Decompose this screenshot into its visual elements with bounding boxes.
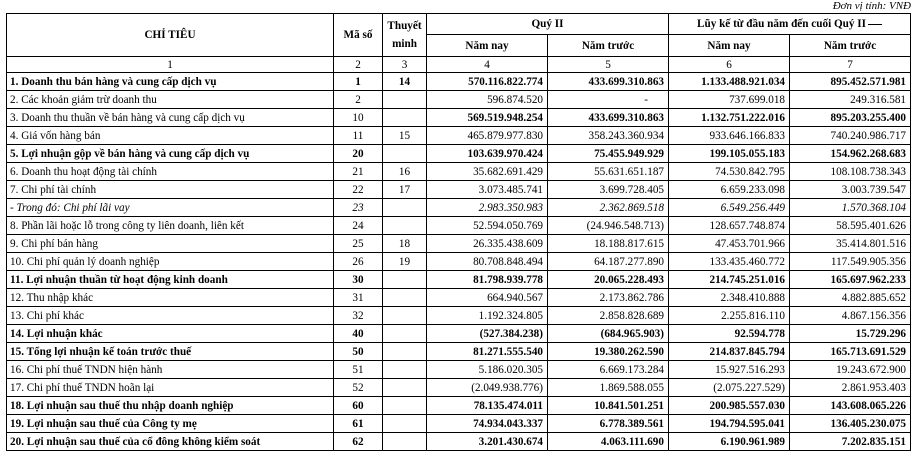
row-code: 25 [334, 235, 383, 253]
quarter-last-year-value: 2.362.869.518 [548, 199, 669, 217]
accumulated-last-year-value: 154.962.268.683 [790, 145, 911, 163]
accumulated-last-year-value: 136.405.230.075 [790, 415, 911, 433]
quarter-last-year-value: 18.188.817.615 [548, 235, 669, 253]
row-label: 10. Chi phí quản lý doanh nghiệp [7, 253, 334, 271]
quarter-last-year-value: 10.841.501.251 [548, 397, 669, 415]
quarter-last-year-value: 20.065.228.493 [548, 271, 669, 289]
accumulated-this-year-value: 199.105.055.183 [669, 145, 790, 163]
column-number: 2 [334, 57, 383, 73]
row-note [383, 325, 427, 343]
accumulated-this-year-value: 47.453.701.966 [669, 235, 790, 253]
row-note [383, 361, 427, 379]
quarter-this-year-value: 5.186.020.305 [427, 361, 548, 379]
quarter-this-year-value: 2.983.350.983 [427, 199, 548, 217]
table-row [7, 127, 911, 145]
row-code: 24 [334, 217, 383, 235]
row-note [383, 397, 427, 415]
row-label: - Trong đó: Chi phí lãi vay [7, 199, 334, 217]
quarter-last-year-value: 3.699.728.405 [548, 181, 669, 199]
row-label: 15. Tổng lợi nhuận kế toán trước thuế [7, 343, 334, 361]
accumulated-this-year-value: 2.255.816.110 [669, 307, 790, 325]
row-code: 2 [334, 91, 383, 109]
accumulated-last-year-value: 165.697.962.233 [790, 271, 911, 289]
row-code: 26 [334, 253, 383, 271]
header-accumulated-label: Lũy kế từ đầu năm đến cuối Quý II [697, 18, 866, 30]
table-body [7, 73, 911, 451]
row-label: 19. Lợi nhuận sau thuế của Công ty mẹ [7, 415, 334, 433]
table-row [7, 109, 911, 127]
accumulated-this-year-value: 194.794.595.041 [669, 415, 790, 433]
column-number: 3 [383, 57, 427, 73]
quarter-last-year-value: 64.187.277.890 [548, 253, 669, 271]
quarter-this-year-value: 103.639.970.424 [427, 145, 548, 163]
accumulated-this-year-value: 200.985.557.030 [669, 397, 790, 415]
accumulated-this-year-value: 214.837.845.794 [669, 343, 790, 361]
column-number: 5 [548, 57, 669, 73]
accumulated-last-year-value: 108.108.738.343 [790, 163, 911, 181]
quarter-last-year-value: - [548, 91, 669, 109]
row-label: 9. Chi phí bán hàng [7, 235, 334, 253]
row-note [383, 379, 427, 397]
quarter-this-year-value: 569.519.948.254 [427, 109, 548, 127]
quarter-last-year-value: 433.699.310.863 [548, 109, 669, 127]
column-number: 6 [669, 57, 790, 73]
accumulated-this-year-value: 2.348.410.888 [669, 289, 790, 307]
row-note [383, 343, 427, 361]
quarter-this-year-value: 78.135.474.011 [427, 397, 548, 415]
accumulated-last-year-value: 15.729.296 [790, 325, 911, 343]
accumulated-last-year-value: 117.549.905.356 [790, 253, 911, 271]
quarter-this-year-value: 3.201.430.674 [427, 433, 548, 451]
row-note [383, 307, 427, 325]
row-code: 22 [334, 181, 383, 199]
accumulated-last-year-value: 165.713.691.529 [790, 343, 911, 361]
row-label: 12. Thu nhập khác [7, 289, 334, 307]
table-row [7, 343, 911, 361]
currency-unit-note: Đơn vị tính: VNĐ [832, 0, 911, 12]
row-label: 5. Lợi nhuận gộp về bán hàng và cung cấp dịch vụ [7, 145, 334, 163]
row-note [383, 199, 427, 217]
row-code: 52 [334, 379, 383, 397]
quarter-last-year-value: 6.669.173.284 [548, 361, 669, 379]
accumulated-this-year-value: 133.435.460.772 [669, 253, 790, 271]
row-note [383, 433, 427, 451]
header-acc-last-year: Năm trước [790, 35, 911, 57]
row-code: 32 [334, 307, 383, 325]
quarter-last-year-value: 2.173.862.786 [548, 289, 669, 307]
accumulated-this-year-value: 92.594.778 [669, 325, 790, 343]
header-accumulated [669, 14, 911, 35]
header-code: Mã số [334, 14, 383, 57]
quarter-last-year-value: 2.858.828.689 [548, 307, 669, 325]
accumulated-this-year-value: 6.549.256.449 [669, 199, 790, 217]
row-label: 11. Lợi nhuận thuần từ hoạt động kinh doanh [7, 271, 334, 289]
quarter-this-year-value: 81.271.555.540 [427, 343, 548, 361]
table-row [7, 235, 911, 253]
row-code: 10 [334, 109, 383, 127]
row-code: 23 [334, 199, 383, 217]
row-label: 6. Doanh thu hoạt động tài chính [7, 163, 334, 181]
quarter-last-year-value: 6.778.389.561 [548, 415, 669, 433]
row-code: 31 [334, 289, 383, 307]
quarter-last-year-value: 4.063.111.690 [548, 433, 669, 451]
table-row [7, 217, 911, 235]
column-number: 4 [427, 57, 548, 73]
accumulated-last-year-value: 4.867.156.356 [790, 307, 911, 325]
accumulated-this-year-value: (2.075.227.529) [669, 379, 790, 397]
column-number: 7 [790, 57, 911, 73]
header-quarter-this-year: Năm nay [427, 35, 548, 57]
income-statement-table [6, 13, 911, 451]
table-row [7, 415, 911, 433]
row-code: 30 [334, 271, 383, 289]
row-code: 20 [334, 145, 383, 163]
row-label: 1. Doanh thu bán hàng và cung cấp dịch vụ [7, 73, 334, 91]
accumulated-last-year-value: 35.414.801.516 [790, 235, 911, 253]
row-note [383, 109, 427, 127]
accumulated-last-year-value: 58.595.401.626 [790, 217, 911, 235]
quarter-this-year-value: 664.940.567 [427, 289, 548, 307]
row-label: 13. Chi phí khác [7, 307, 334, 325]
quarter-this-year-value: 1.192.324.805 [427, 307, 548, 325]
quarter-this-year-value: 80.708.848.494 [427, 253, 548, 271]
quarter-this-year-value: 35.682.691.429 [427, 163, 548, 181]
header-quarter-last-year: Năm trước [548, 35, 669, 57]
row-code: 62 [334, 433, 383, 451]
row-label: 16. Chi phí thuế TNDN hiện hành [7, 361, 334, 379]
accumulated-last-year-value: 19.243.672.900 [790, 361, 911, 379]
header-quarter: Quý II [427, 14, 669, 35]
pen-stroke-mark [868, 24, 882, 25]
table-row [7, 91, 911, 109]
table-row [7, 253, 911, 271]
quarter-this-year-value: 74.934.043.337 [427, 415, 548, 433]
row-note: 19 [383, 253, 427, 271]
row-code: 60 [334, 397, 383, 415]
row-code: 50 [334, 343, 383, 361]
accumulated-this-year-value: 1.132.751.222.016 [669, 109, 790, 127]
table-row [7, 271, 911, 289]
row-note: 15 [383, 127, 427, 145]
row-code: 51 [334, 361, 383, 379]
table-row [7, 73, 911, 91]
row-label: 17. Chi phí thuế TNDN hoãn lại [7, 379, 334, 397]
row-note [383, 217, 427, 235]
quarter-this-year-value: 570.116.822.774 [427, 73, 548, 91]
quarter-this-year-value: 26.335.438.609 [427, 235, 548, 253]
accumulated-this-year-value: 74.530.842.795 [669, 163, 790, 181]
row-label: 8. Phần lãi hoặc lỗ trong công ty liên doanh, liên kết [7, 217, 334, 235]
row-code: 61 [334, 415, 383, 433]
accumulated-this-year-value: 6.190.961.989 [669, 433, 790, 451]
accumulated-last-year-value: 143.608.065.226 [790, 397, 911, 415]
accumulated-this-year-value: 15.927.516.293 [669, 361, 790, 379]
table-row [7, 433, 911, 451]
row-note [383, 271, 427, 289]
quarter-last-year-value: 433.699.310.863 [548, 73, 669, 91]
row-note: 14 [383, 73, 427, 91]
quarter-last-year-value: 55.631.651.187 [548, 163, 669, 181]
row-note [383, 91, 427, 109]
row-label: 2. Các khoản giảm trừ doanh thu [7, 91, 334, 109]
row-label: 14. Lợi nhuận khác [7, 325, 334, 343]
table-row [7, 145, 911, 163]
row-code: 1 [334, 73, 383, 91]
quarter-this-year-value: 596.874.520 [427, 91, 548, 109]
accumulated-this-year-value: 737.699.018 [669, 91, 790, 109]
row-label: 7. Chi phí tài chính [7, 181, 334, 199]
row-code: 21 [334, 163, 383, 181]
table-row [7, 361, 911, 379]
table-row [7, 289, 911, 307]
accumulated-last-year-value: 1.570.368.104 [790, 199, 911, 217]
row-note: 18 [383, 235, 427, 253]
quarter-this-year-value: (2.049.938.776) [427, 379, 548, 397]
quarter-last-year-value: 1.869.588.055 [548, 379, 669, 397]
accumulated-this-year-value: 1.133.488.921.034 [669, 73, 790, 91]
table-row [7, 397, 911, 415]
quarter-this-year-value: 3.073.485.741 [427, 181, 548, 199]
table-row [7, 307, 911, 325]
table-row [7, 181, 911, 199]
accumulated-this-year-value: 933.646.166.833 [669, 127, 790, 145]
quarter-this-year-value: 465.879.977.830 [427, 127, 548, 145]
accumulated-last-year-value: 3.003.739.547 [790, 181, 911, 199]
header-indicator: CHỈ TIÊU [7, 14, 334, 57]
quarter-this-year-value: 52.594.050.769 [427, 217, 548, 235]
quarter-last-year-value: (24.946.548.713) [548, 217, 669, 235]
accumulated-last-year-value: 7.202.835.151 [790, 433, 911, 451]
quarter-this-year-value: (527.384.238) [427, 325, 548, 343]
quarter-last-year-value: (684.965.903) [548, 325, 669, 343]
header-note: Thuyết minh [383, 14, 427, 57]
row-note [383, 145, 427, 163]
accumulated-last-year-value: 2.861.953.403 [790, 379, 911, 397]
column-number: 1 [7, 57, 334, 73]
accumulated-this-year-value: 214.745.251.016 [669, 271, 790, 289]
row-label: 18. Lợi nhuận sau thuế thu nhập doanh nghiệp [7, 397, 334, 415]
column-number-row [7, 57, 911, 73]
accumulated-this-year-value: 6.659.233.098 [669, 181, 790, 199]
header-acc-this-year: Năm nay [669, 35, 790, 57]
row-note [383, 415, 427, 433]
row-note: 17 [383, 181, 427, 199]
quarter-this-year-value: 81.798.939.778 [427, 271, 548, 289]
row-code: 40 [334, 325, 383, 343]
row-note [383, 289, 427, 307]
accumulated-last-year-value: 895.203.255.400 [790, 109, 911, 127]
row-label: 4. Giá vốn hàng bán [7, 127, 334, 145]
accumulated-this-year-value: 128.657.748.874 [669, 217, 790, 235]
quarter-last-year-value: 75.455.949.929 [548, 145, 669, 163]
table-row [7, 325, 911, 343]
row-label: 3. Doanh thu thuần về bán hàng và cung cấp dịch vụ [7, 109, 334, 127]
accumulated-last-year-value: 740.240.986.717 [790, 127, 911, 145]
row-note: 16 [383, 163, 427, 181]
table-row [7, 163, 911, 181]
accumulated-last-year-value: 249.316.581 [790, 91, 911, 109]
accumulated-last-year-value: 895.452.571.981 [790, 73, 911, 91]
accumulated-last-year-value: 4.882.885.652 [790, 289, 911, 307]
row-label: 20. Lợi nhuận sau thuế của cổ đông không kiểm soát [7, 433, 334, 451]
table-row [7, 379, 911, 397]
table-row [7, 199, 911, 217]
quarter-last-year-value: 358.243.360.934 [548, 127, 669, 145]
quarter-last-year-value: 19.380.262.590 [548, 343, 669, 361]
row-code: 11 [334, 127, 383, 145]
